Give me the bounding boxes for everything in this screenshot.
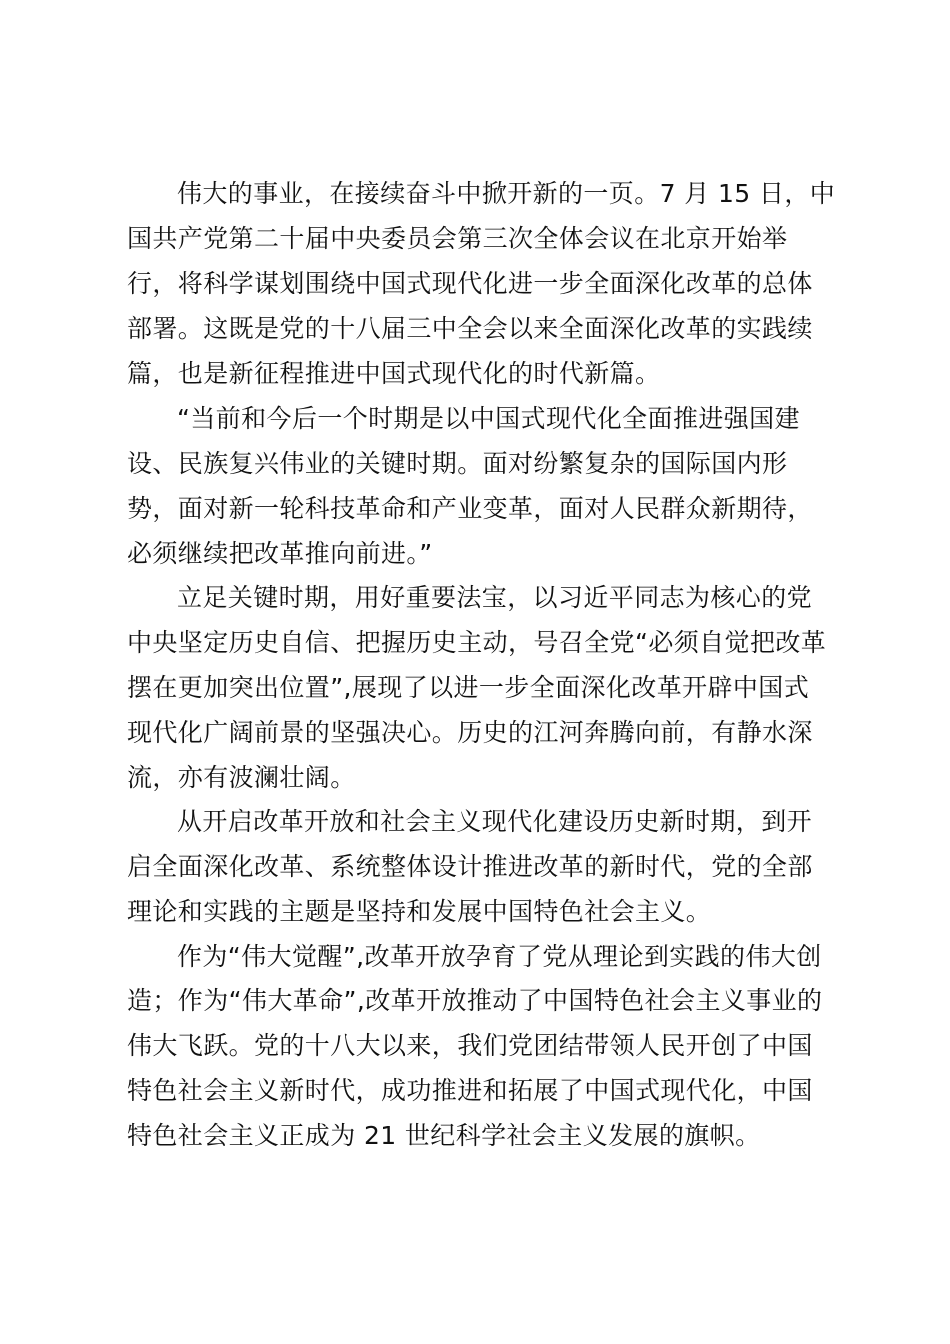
paragraph-2-line-1: “当前和今后一个时期是以中国式现代化全面推进强国建: [177, 404, 800, 433]
document-page: [127, 0, 836, 1344]
paragraph-2-line-4: 必须继续把改革推向前进。”: [127, 539, 433, 568]
paragraph-5-line-1: 作为“伟大觉醒”,改革开放孕育了党从理论到实践的伟大创: [177, 942, 822, 971]
paragraph-1-line-1: 伟大的事业，在接续奋斗中掀开新的一页。7 月 15 日，中: [177, 179, 836, 208]
paragraph-1-line-3: 行，将科学谋划围绕中国式现代化进一步全面深化改革的总体: [127, 269, 813, 298]
paragraph-4-line-1: 从开启改革开放和社会主义现代化建设历史新时期，到开: [177, 807, 813, 836]
paragraph-3-line-2: 中央坚定历史自信、把握历史主动，号召全党“必须自觉把改革: [127, 628, 827, 657]
paragraph-5-line-3: 伟大飞跃。党的十八大以来，我们党团结带领人民开创了中国: [127, 1031, 813, 1060]
paragraph-1-line-2: 国共产党第二十届中央委员会第三次全体会议在北京开始举: [127, 224, 788, 253]
paragraph-1-line-5: 篇，也是新征程推进中国式现代化的时代新篇。: [127, 359, 661, 388]
paragraph-3-line-5: 流，亦有波澜壮阔。: [127, 763, 356, 792]
paragraph-2-line-3: 势，面对新一轮科技革命和产业变革，面对人民群众新期待，: [127, 494, 813, 523]
paragraph-2-line-2: 设、民族复兴伟业的关键时期。面对纷繁复杂的国际国内形: [127, 449, 788, 478]
paragraph-3-line-1: 立足关键时期，用好重要法宝，以习近平同志为核心的党: [177, 583, 813, 612]
paragraph-5-line-4: 特色社会主义新时代，成功推进和拓展了中国式现代化，中国: [127, 1076, 813, 1105]
paragraph-4-line-3: 理论和实践的主题是坚持和发展中国特色社会主义。: [127, 897, 712, 926]
paragraph-3-line-4: 现代化广阔前景的坚强决心。历史的江河奔腾向前，有静水深: [127, 718, 813, 747]
paragraph-3-line-3: 摆在更加突出位置”,展现了以进一步全面深化改革开辟中国式: [127, 673, 810, 702]
paragraph-5-line-2: 造；作为“伟大革命”,改革开放推动了中国特色社会主义事业的: [127, 986, 823, 1015]
paragraph-4-line-2: 启全面深化改革、系统整体设计推进改革的新时代，党的全部: [127, 852, 813, 881]
paragraph-1-line-4: 部署。这既是党的十八届三中全会以来全面深化改革的实践续: [127, 314, 813, 343]
paragraph-5-line-5: 特色社会主义正成为 21 世纪科学社会主义发展的旗帜。: [127, 1121, 761, 1150]
